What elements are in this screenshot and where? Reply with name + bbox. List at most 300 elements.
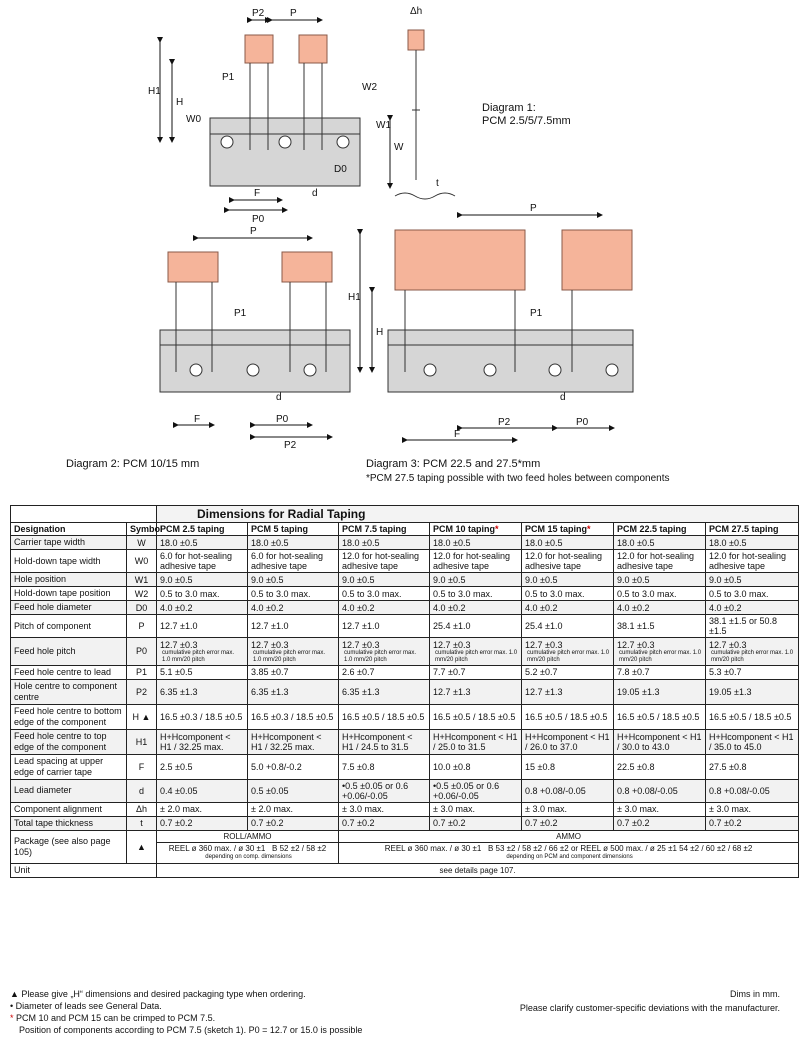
cell-value: H+Hcomponent < H1 / 32.25 max. — [160, 731, 231, 752]
table-cell — [248, 536, 339, 550]
table-cell — [522, 665, 614, 679]
table-cell — [157, 587, 248, 601]
symbol-header: Symbol — [127, 523, 157, 536]
diagram-3-note: *PCM 27.5 taping possible with two feed holes between components — [366, 473, 670, 484]
table-cell — [339, 816, 430, 830]
cell-value: 0.7 ±0.2 — [433, 818, 466, 829]
table-cell — [430, 779, 522, 802]
row-designation: Carrier tape width — [11, 536, 127, 550]
table-cell — [157, 679, 248, 704]
unit-label: Unit — [11, 863, 157, 877]
table-cell — [614, 573, 706, 587]
dim-label-h1-d3: H1 — [348, 292, 361, 303]
table-cell — [614, 536, 706, 550]
table-cell — [522, 587, 614, 601]
ammo-reel-2: REEL ø 500 max. / ø 25 ±1 — [580, 843, 677, 853]
dim-label-p2: P2 — [252, 8, 265, 19]
cell-value: ± 2.0 max. — [160, 804, 202, 815]
row-symbol: Δh — [127, 802, 157, 816]
table-cell — [248, 601, 339, 615]
note-h-dimensions: ▲ Please give „H“ dimensions and desired packaging type when ordering. — [10, 989, 306, 999]
dim-label-p1-d1: P1 — [222, 72, 235, 83]
cell-value: 16.5 ±0.3 / 18.5 ±0.5 — [160, 711, 243, 722]
table-cell — [339, 665, 430, 679]
table-cell — [706, 615, 799, 638]
cell-note: cumulative pitch error max. 1.0 mm/20 pitch — [162, 649, 235, 663]
table-cell — [706, 536, 799, 550]
note-crimp-text: PCM 10 and PCM 15 can be crimped to PCM 7.5. — [16, 1013, 216, 1023]
table-cell — [614, 754, 706, 779]
table-cell — [248, 615, 339, 638]
column-label: PCM 15 taping — [525, 524, 588, 534]
roll-reel: REEL ø 360 max. / ø 30 ±1 — [168, 843, 266, 853]
cell-value: 0.5 to 3.0 max. — [342, 588, 402, 599]
table-cell — [157, 754, 248, 779]
column-label: PCM 22.5 taping — [617, 524, 687, 534]
cell-value: 4.0 ±0.2 — [433, 602, 466, 613]
capacitor-5 — [395, 230, 525, 290]
table-corner — [11, 506, 157, 523]
table-cell — [430, 729, 522, 754]
table-cell — [248, 665, 339, 679]
capacitor-6 — [562, 230, 632, 290]
cell-value: 18.0 ±0.5 — [709, 537, 747, 548]
table-row — [11, 779, 799, 802]
cell-value: 4.0 ±0.2 — [160, 602, 193, 613]
cell-value: 0.7 ±0.2 — [342, 818, 375, 829]
note-lead-diameter: • Diameter of leads see General Data. — [10, 1001, 162, 1011]
row-designation: Pitch of component — [11, 615, 127, 638]
cell-value: 4.0 ±0.2 — [342, 602, 375, 613]
note-clarify: Please clarify customer-specific deviations with the manufacturer. — [519, 1003, 780, 1013]
capacitor-1 — [245, 35, 273, 63]
table-cell — [430, 550, 522, 573]
table-cell — [522, 679, 614, 704]
row-symbol: H1 — [127, 729, 157, 754]
cell-note: cumulative pitch error max. 1.0 mm/20 pitch — [435, 649, 518, 663]
table-row — [11, 601, 799, 615]
roll-ammo-detail — [157, 842, 339, 863]
table-cell — [430, 587, 522, 601]
ammo-note: depending on PCM and component dimensions — [506, 854, 633, 861]
table-row — [11, 587, 799, 601]
cell-value: 0.8 +0.08/-0.05 — [525, 785, 586, 796]
diagrams-area — [0, 0, 800, 500]
table-cell — [157, 665, 248, 679]
cell-value: 12.0 for hot-sealing adhesive tape — [342, 551, 420, 571]
table-cell — [614, 704, 706, 729]
dim-label-w1: W1 — [376, 120, 391, 131]
table-cell — [339, 779, 430, 802]
package-designation: Package (see also page 105) — [11, 830, 127, 863]
cell-value: •0.5 ±0.05 or 0.6 +0.06/-0.05 — [342, 780, 409, 801]
table-cell — [706, 729, 799, 754]
cell-value: 19.05 ±1.3 — [709, 686, 752, 697]
capacitor-2 — [299, 35, 327, 63]
cell-note: cumulative pitch error max. 1.0 mm/20 pitch — [711, 649, 794, 663]
table-cell — [706, 704, 799, 729]
cell-value: 9.0 ±0.5 — [251, 574, 284, 585]
cell-value: 18.0 ±0.5 — [525, 537, 563, 548]
cell-value: 6.35 ±1.3 — [251, 686, 289, 697]
column-header-3 — [430, 523, 522, 536]
cell-value: 19.05 ±1.3 — [617, 686, 660, 697]
cell-value: 18.0 ±0.5 — [251, 537, 289, 548]
ammo-reel: REEL ø 360 max. / ø 30 ±1 — [384, 843, 482, 853]
cell-value: 3.85 ±0.7 — [251, 667, 289, 678]
cell-value: 12.7 ±1.3 — [525, 686, 563, 697]
table-cell — [248, 816, 339, 830]
table-cell — [614, 601, 706, 615]
table-cell — [522, 779, 614, 802]
row-symbol: t — [127, 816, 157, 830]
cell-value: 38.1 ±1.5 or 50.8 ±1.5 — [709, 616, 777, 636]
table-cell — [157, 816, 248, 830]
table-title: Dimensions for Radial Taping — [157, 506, 799, 523]
cell-value: H+Hcomponent < H1 / 30.0 to 43.0 — [617, 731, 702, 752]
roll-note: depending on comp. dimensions — [205, 854, 292, 861]
dim-label-f-d1: F — [254, 188, 261, 199]
note-dims-unit: Dims in mm. — [730, 989, 780, 999]
cell-value: 12.7 ±0.3 — [433, 639, 471, 650]
note-crimp: * PCM 10 and PCM 15 can be crimped to PCM 7.5. — [10, 1013, 216, 1023]
dim-label-p0-d1: P0 — [252, 214, 265, 225]
table-cell — [522, 802, 614, 816]
cell-value: 0.4 ±0.05 — [160, 785, 198, 796]
diagram-3-caption: Diagram 3: PCM 22.5 and 27.5*mm — [366, 458, 541, 470]
cell-value: 12.0 for hot-sealing adhesive tape — [617, 551, 695, 571]
cell-value: 9.0 ±0.5 — [342, 574, 375, 585]
cell-value: 0.5 to 3.0 max. — [617, 588, 677, 599]
row-symbol: P — [127, 615, 157, 638]
table-cell — [614, 665, 706, 679]
unit-row — [11, 863, 799, 877]
cell-value: •0.5 ±0.05 or 0.6 +0.06/-0.05 — [433, 780, 500, 801]
cell-value: 9.0 ±0.5 — [617, 574, 650, 585]
row-symbol: P0 — [127, 638, 157, 666]
cell-value: 16.5 ±0.5 / 18.5 ±0.5 — [342, 711, 425, 722]
cell-note: cumulative pitch error max. 1.0 mm/20 pitch — [619, 649, 702, 663]
column-header-1 — [248, 523, 339, 536]
cell-value: 18.0 ±0.5 — [617, 537, 655, 548]
cell-value: 9.0 ±0.5 — [709, 574, 742, 585]
table-cell — [522, 729, 614, 754]
cell-value: 0.5 to 3.0 max. — [160, 588, 220, 599]
cell-value: 9.0 ±0.5 — [433, 574, 466, 585]
row-designation: Feed hole centre to lead — [11, 665, 127, 679]
dim-label-p-d3: P — [530, 203, 537, 214]
row-symbol: W1 — [127, 573, 157, 587]
cell-value: 12.7 ±1.0 — [251, 621, 289, 632]
cell-value: 12.0 for hot-sealing adhesive tape — [709, 551, 787, 571]
table-cell — [706, 587, 799, 601]
dim-label-t: t — [436, 178, 439, 189]
cell-value: ± 3.0 max. — [709, 804, 751, 815]
table-cell — [157, 704, 248, 729]
table-cell — [522, 601, 614, 615]
roll-b: B 52 ±2 / 58 ±2 — [272, 843, 327, 853]
cell-value: ± 3.0 max. — [617, 804, 659, 815]
dim-label-p-d2: P — [250, 226, 257, 237]
cell-value: 5.3 ±0.7 — [709, 667, 742, 678]
table-row — [11, 536, 799, 550]
row-symbol: P2 — [127, 679, 157, 704]
cell-value: 6.0 for hot-sealing adhesive tape — [251, 551, 324, 571]
dim-label-w: W — [394, 142, 404, 153]
roll-ammo-header: ROLL/AMMO — [157, 830, 339, 842]
table-cell — [157, 615, 248, 638]
cell-value: 6.0 for hot-sealing adhesive tape — [160, 551, 233, 571]
table-cell — [522, 754, 614, 779]
table-cell — [248, 550, 339, 573]
package-symbol: ▲ — [127, 830, 157, 863]
cell-value: ± 3.0 max. — [342, 804, 384, 815]
cell-value: 12.0 for hot-sealing adhesive tape — [525, 551, 603, 571]
table-cell — [157, 779, 248, 802]
cell-value: 7.5 ±0.8 — [342, 761, 375, 772]
table-cell — [248, 754, 339, 779]
cell-value: 4.0 ±0.2 — [525, 602, 558, 613]
table-cell — [339, 601, 430, 615]
row-designation: Total tape thickness — [11, 816, 127, 830]
table-row — [11, 816, 799, 830]
cell-value: H+Hcomponent < H1 / 25.0 to 31.5 — [433, 731, 518, 752]
cell-value: 12.0 for hot-sealing adhesive tape — [433, 551, 511, 571]
row-designation: Lead spacing at upper edge of carrier tape — [11, 754, 127, 779]
cell-value: 18.0 ±0.5 — [160, 537, 198, 548]
ammo-b-2: 54 ±2 / 60 ±2 / 68 ±2 — [679, 843, 753, 853]
row-designation: Feed hole pitch — [11, 638, 127, 666]
cell-note: cumulative pitch error max. 1.0 mm/20 pitch — [253, 649, 326, 663]
table-cell — [706, 679, 799, 704]
table-cell — [339, 573, 430, 587]
table-cell — [248, 704, 339, 729]
cell-value: 0.5 to 3.0 max. — [433, 588, 493, 599]
package-row — [11, 830, 799, 842]
diagram-3 — [360, 215, 633, 440]
table-row — [11, 665, 799, 679]
table-cell — [614, 729, 706, 754]
table-cell — [248, 802, 339, 816]
row-symbol: P1 — [127, 665, 157, 679]
dim-label-p0-d2: P0 — [276, 414, 289, 425]
table-cell — [248, 729, 339, 754]
table-cell — [157, 536, 248, 550]
table-cell — [157, 550, 248, 573]
cell-value: 16.5 ±0.5 / 18.5 ±0.5 — [433, 711, 516, 722]
table-cell — [339, 587, 430, 601]
table-row — [11, 802, 799, 816]
dimensions-table-wrap — [10, 505, 798, 878]
cell-value: 12.7 ±0.3 — [525, 639, 563, 650]
cell-value: 25.4 ±1.0 — [433, 621, 471, 632]
diagram-2-caption: Diagram 2: PCM 10/15 mm — [66, 458, 200, 470]
table-cell — [706, 665, 799, 679]
table-cell — [430, 679, 522, 704]
dim-label-p1-d3: P1 — [530, 308, 543, 319]
taping-diagrams — [0, 0, 800, 500]
cell-value: 22.5 ±0.8 — [617, 761, 655, 772]
table-cell — [706, 573, 799, 587]
cell-value: H+Hcomponent < H1 / 32.25 max. — [251, 731, 322, 752]
cell-value: 12.7 ±0.3 — [709, 639, 747, 650]
cell-value: 2.5 ±0.5 — [160, 761, 193, 772]
cell-value: ± 2.0 max. — [251, 804, 293, 815]
table-cell — [248, 679, 339, 704]
column-header-4 — [522, 523, 614, 536]
dim-label-w0: W0 — [186, 114, 201, 125]
cell-value: 27.5 ±0.8 — [709, 761, 747, 772]
table-cell — [706, 779, 799, 802]
diagram-1 — [160, 20, 455, 210]
cell-value: 0.7 ±0.2 — [709, 818, 742, 829]
row-symbol: W0 — [127, 550, 157, 573]
table-cell — [339, 729, 430, 754]
dim-label-p1-d2: P1 — [234, 308, 247, 319]
dim-label-d-d2: d — [276, 392, 282, 403]
dim-label-p-d1: P — [290, 8, 297, 19]
table-cell — [339, 679, 430, 704]
cell-value: 10.0 ±0.8 — [433, 761, 471, 772]
table-cell — [614, 802, 706, 816]
dim-label-p2-d3: P2 — [498, 417, 511, 428]
table-cell — [614, 550, 706, 573]
table-cell — [614, 779, 706, 802]
row-designation: Hold-down tape width — [11, 550, 127, 573]
cell-value: 0.5 to 3.0 max. — [709, 588, 769, 599]
column-star: * — [587, 524, 591, 534]
dim-label-h-d1: H — [176, 97, 184, 108]
row-designation: Feed hole diameter — [11, 601, 127, 615]
table-cell — [248, 638, 339, 666]
row-designation: Feed hole centre to bottom edge of the component — [11, 704, 127, 729]
table-cell — [522, 573, 614, 587]
table-cell — [706, 754, 799, 779]
note-position: Position of components according to PCM 7.5 (sketch 1). P0 = 12.7 or 15.0 is possible — [19, 1025, 363, 1035]
table-cell — [157, 638, 248, 666]
table-cell — [614, 615, 706, 638]
column-star: * — [495, 524, 499, 534]
table-cell — [430, 638, 522, 666]
cell-value: 12.7 ±0.3 — [251, 639, 289, 650]
table-cell — [522, 550, 614, 573]
table-cell — [339, 754, 430, 779]
cell-value: 9.0 ±0.5 — [160, 574, 193, 585]
cell-value: 16.5 ±0.3 / 18.5 ±0.5 — [251, 711, 334, 722]
cell-note: cumulative pitch error max. 1.0 mm/20 pitch — [344, 649, 417, 663]
diagram-2 — [160, 238, 350, 437]
ammo-or: or — [570, 843, 579, 853]
table-cell — [430, 573, 522, 587]
table-cell — [614, 679, 706, 704]
dim-label-p2-d2: P2 — [284, 440, 297, 451]
cell-value: 5.0 +0.8/-0.2 — [251, 761, 302, 772]
table-cell — [339, 615, 430, 638]
table-cell — [430, 816, 522, 830]
row-symbol: H ▲ — [127, 704, 157, 729]
table-row — [11, 573, 799, 587]
table-cell — [614, 587, 706, 601]
cell-value: 16.5 ±0.5 / 18.5 ±0.5 — [709, 711, 792, 722]
table-cell — [522, 816, 614, 830]
row-designation: Hold-down tape position — [11, 587, 127, 601]
column-header-5 — [614, 523, 706, 536]
cell-value: ± 3.0 max. — [433, 804, 475, 815]
diagram-1-caption: Diagram 1: PCM 2.5/5/7.5mm — [482, 102, 571, 127]
cell-value: 12.7 ±0.3 — [342, 639, 380, 650]
table-cell — [430, 615, 522, 638]
cell-value: 0.8 +0.08/-0.05 — [617, 785, 678, 796]
cell-value: 15 ±0.8 — [525, 761, 555, 772]
row-symbol: F — [127, 754, 157, 779]
column-label: PCM 27.5 taping — [709, 524, 779, 534]
row-designation: Feed hole centre to top edge of the component — [11, 729, 127, 754]
dim-label-dh: Δh — [410, 6, 423, 17]
table-cell — [339, 536, 430, 550]
row-symbol: D0 — [127, 601, 157, 615]
table-cell — [522, 536, 614, 550]
ammo-b: B 53 ±2 / 58 ±2 / 66 ±2 — [487, 843, 569, 853]
table-cell — [430, 754, 522, 779]
table-row — [11, 729, 799, 754]
dim-label-f-d3: F — [454, 429, 461, 440]
table-cell — [430, 665, 522, 679]
capacitor-4 — [282, 252, 332, 282]
unit-value: see details page 107. — [157, 863, 799, 877]
row-designation: Hole position — [11, 573, 127, 587]
cell-value: 0.5 to 3.0 max. — [251, 588, 311, 599]
cell-value: 0.7 ±0.2 — [160, 818, 193, 829]
column-label: PCM 10 taping — [433, 524, 496, 534]
cell-value: 7.7 ±0.7 — [433, 667, 466, 678]
column-label: PCM 7.5 taping — [342, 524, 407, 534]
cell-value: 12.7 ±1.0 — [160, 621, 198, 632]
row-designation: Component alignment — [11, 802, 127, 816]
table-cell — [522, 704, 614, 729]
table-cell — [248, 573, 339, 587]
table-cell — [248, 779, 339, 802]
table-cell — [339, 638, 430, 666]
dim-label-d-d3: d — [560, 392, 566, 403]
cell-value: 4.0 ±0.2 — [617, 602, 650, 613]
cell-value: H+Hcomponent < H1 / 24.5 to 31.5 — [342, 731, 413, 752]
ammo-detail — [339, 842, 799, 863]
cell-value: 16.5 ±0.5 / 18.5 ±0.5 — [525, 711, 608, 722]
table-cell — [339, 704, 430, 729]
table-cell — [706, 802, 799, 816]
column-label: PCM 5 taping — [251, 524, 309, 534]
cell-value: 9.0 ±0.5 — [525, 574, 558, 585]
column-label: PCM 2.5 taping — [160, 524, 225, 534]
capacitor-3 — [168, 252, 218, 282]
table-row — [11, 550, 799, 573]
dim-label-d0: D0 — [334, 164, 347, 175]
cell-value: 25.4 ±1.0 — [525, 621, 563, 632]
table-row — [11, 704, 799, 729]
table-cell — [157, 573, 248, 587]
cell-value: ± 3.0 max. — [525, 804, 567, 815]
dim-label-w2: W2 — [362, 82, 377, 93]
table-cell — [248, 587, 339, 601]
cell-value: 38.1 ±1.5 — [617, 621, 655, 632]
cell-value: 4.0 ±0.2 — [709, 602, 742, 613]
table-cell — [430, 601, 522, 615]
table-cell — [430, 802, 522, 816]
cell-value: H+Hcomponent < H1 / 35.0 to 45.0 — [709, 731, 794, 752]
cell-value: H+Hcomponent < H1 / 26.0 to 37.0 — [525, 731, 610, 752]
cell-value: 0.7 ±0.2 — [525, 818, 558, 829]
designation-header: Designation — [11, 523, 127, 536]
